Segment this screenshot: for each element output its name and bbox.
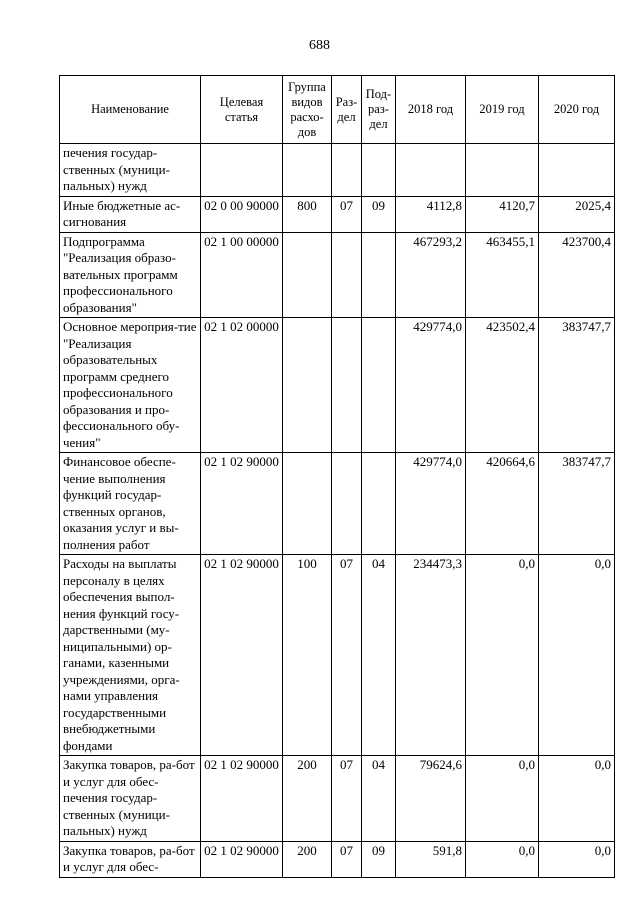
row-target: 02 1 02 90000	[201, 453, 283, 555]
table-row	[60, 453, 615, 555]
row-group	[283, 453, 332, 555]
row-2019: 0,0	[466, 756, 539, 842]
row-name: Иные бюджетные ас-сигнования	[60, 196, 201, 232]
row-target: 02 1 02 90000	[201, 555, 283, 756]
row-subsection: 09	[362, 841, 396, 877]
row-2019: 4120,7	[466, 196, 539, 232]
row-2018: 467293,2	[396, 232, 466, 318]
row-group: 200	[283, 841, 332, 877]
row-name: Основное мероприя-тие "Реализация образовательных программ среднего профессионального образования и про-фессионального обу-чения"	[60, 318, 201, 453]
row-2019: 0,0	[466, 555, 539, 756]
row-2020: 383747,7	[539, 453, 615, 555]
row-subsection: 09	[362, 196, 396, 232]
header-2020: 2020 год	[539, 76, 615, 144]
row-name: Закупка товаров, ра-бот и услуг для обес-печения государ-ственных (муници-пальных) нужд	[60, 756, 201, 842]
row-target: 02 1 02 00000	[201, 318, 283, 453]
row-group	[283, 232, 332, 318]
row-target	[201, 144, 283, 197]
row-2020	[539, 144, 615, 197]
table-row	[60, 841, 615, 877]
row-target: 02 1 00 00000	[201, 232, 283, 318]
row-section: 07	[332, 756, 362, 842]
row-subsection: 04	[362, 756, 396, 842]
row-section: 07	[332, 555, 362, 756]
row-section	[332, 232, 362, 318]
table-row	[60, 232, 615, 318]
table-row	[60, 196, 615, 232]
row-2018: 591,8	[396, 841, 466, 877]
table-row	[60, 318, 615, 453]
row-2019	[466, 144, 539, 197]
row-section	[332, 318, 362, 453]
row-2018: 4112,8	[396, 196, 466, 232]
row-target: 02 1 02 90000	[201, 756, 283, 842]
row-group: 100	[283, 555, 332, 756]
row-2019: 420664,6	[466, 453, 539, 555]
header-subsection: Под-раз-дел	[362, 76, 396, 144]
row-2018	[396, 144, 466, 197]
row-2020: 0,0	[539, 756, 615, 842]
row-2018: 429774,0	[396, 318, 466, 453]
table-row	[60, 555, 615, 756]
row-name: Закупка товаров, ра-бот и услуг для обес-	[60, 841, 201, 877]
row-subsection: 04	[362, 555, 396, 756]
row-name: Финансовое обеспе-чение выполнения функций государ-ственных органов, оказания услуг и вы-полнения работ	[60, 453, 201, 555]
header-group: Группа видов расхо-дов	[283, 76, 332, 144]
row-2020: 0,0	[539, 555, 615, 756]
row-2018: 79624,6	[396, 756, 466, 842]
header-target: Целевая статья	[201, 76, 283, 144]
row-section: 07	[332, 196, 362, 232]
header-row	[60, 76, 615, 144]
header-section: Раз-дел	[332, 76, 362, 144]
row-2018: 429774,0	[396, 453, 466, 555]
table-row	[60, 756, 615, 842]
header-name: Наименование	[60, 76, 201, 144]
row-subsection	[362, 232, 396, 318]
row-2019: 463455,1	[466, 232, 539, 318]
row-2020: 383747,7	[539, 318, 615, 453]
row-2020: 423700,4	[539, 232, 615, 318]
row-2020: 2025,4	[539, 196, 615, 232]
row-2019: 0,0	[466, 841, 539, 877]
page-number: 688	[309, 38, 330, 53]
row-subsection	[362, 144, 396, 197]
row-group: 200	[283, 756, 332, 842]
header-2019: 2019 год	[466, 76, 539, 144]
row-name: Подпрограмма "Реализация образо-вательных программ профессионального образования"	[60, 232, 201, 318]
header-2018: 2018 год	[396, 76, 466, 144]
row-target: 02 0 00 90000	[201, 196, 283, 232]
row-name: Расходы на выплаты персоналу в целях обеспечения выпол-нения функций госу-дарственными (му-ниципальными) ор-ганами, казенными учреждениями, орга-нами управления государственными внебюджетными фондами	[60, 555, 201, 756]
row-section	[332, 144, 362, 197]
row-subsection	[362, 453, 396, 555]
row-group	[283, 318, 332, 453]
row-2018: 234473,3	[396, 555, 466, 756]
row-group	[283, 144, 332, 197]
row-section: 07	[332, 841, 362, 877]
table-row	[60, 144, 615, 197]
row-name: печения государ-ственных (муници-пальных) нужд	[60, 144, 201, 197]
row-group: 800	[283, 196, 332, 232]
row-2020: 0,0	[539, 841, 615, 877]
row-target: 02 1 02 90000	[201, 841, 283, 877]
row-section	[332, 453, 362, 555]
budget-table	[59, 75, 615, 878]
row-2019: 423502,4	[466, 318, 539, 453]
row-subsection	[362, 318, 396, 453]
